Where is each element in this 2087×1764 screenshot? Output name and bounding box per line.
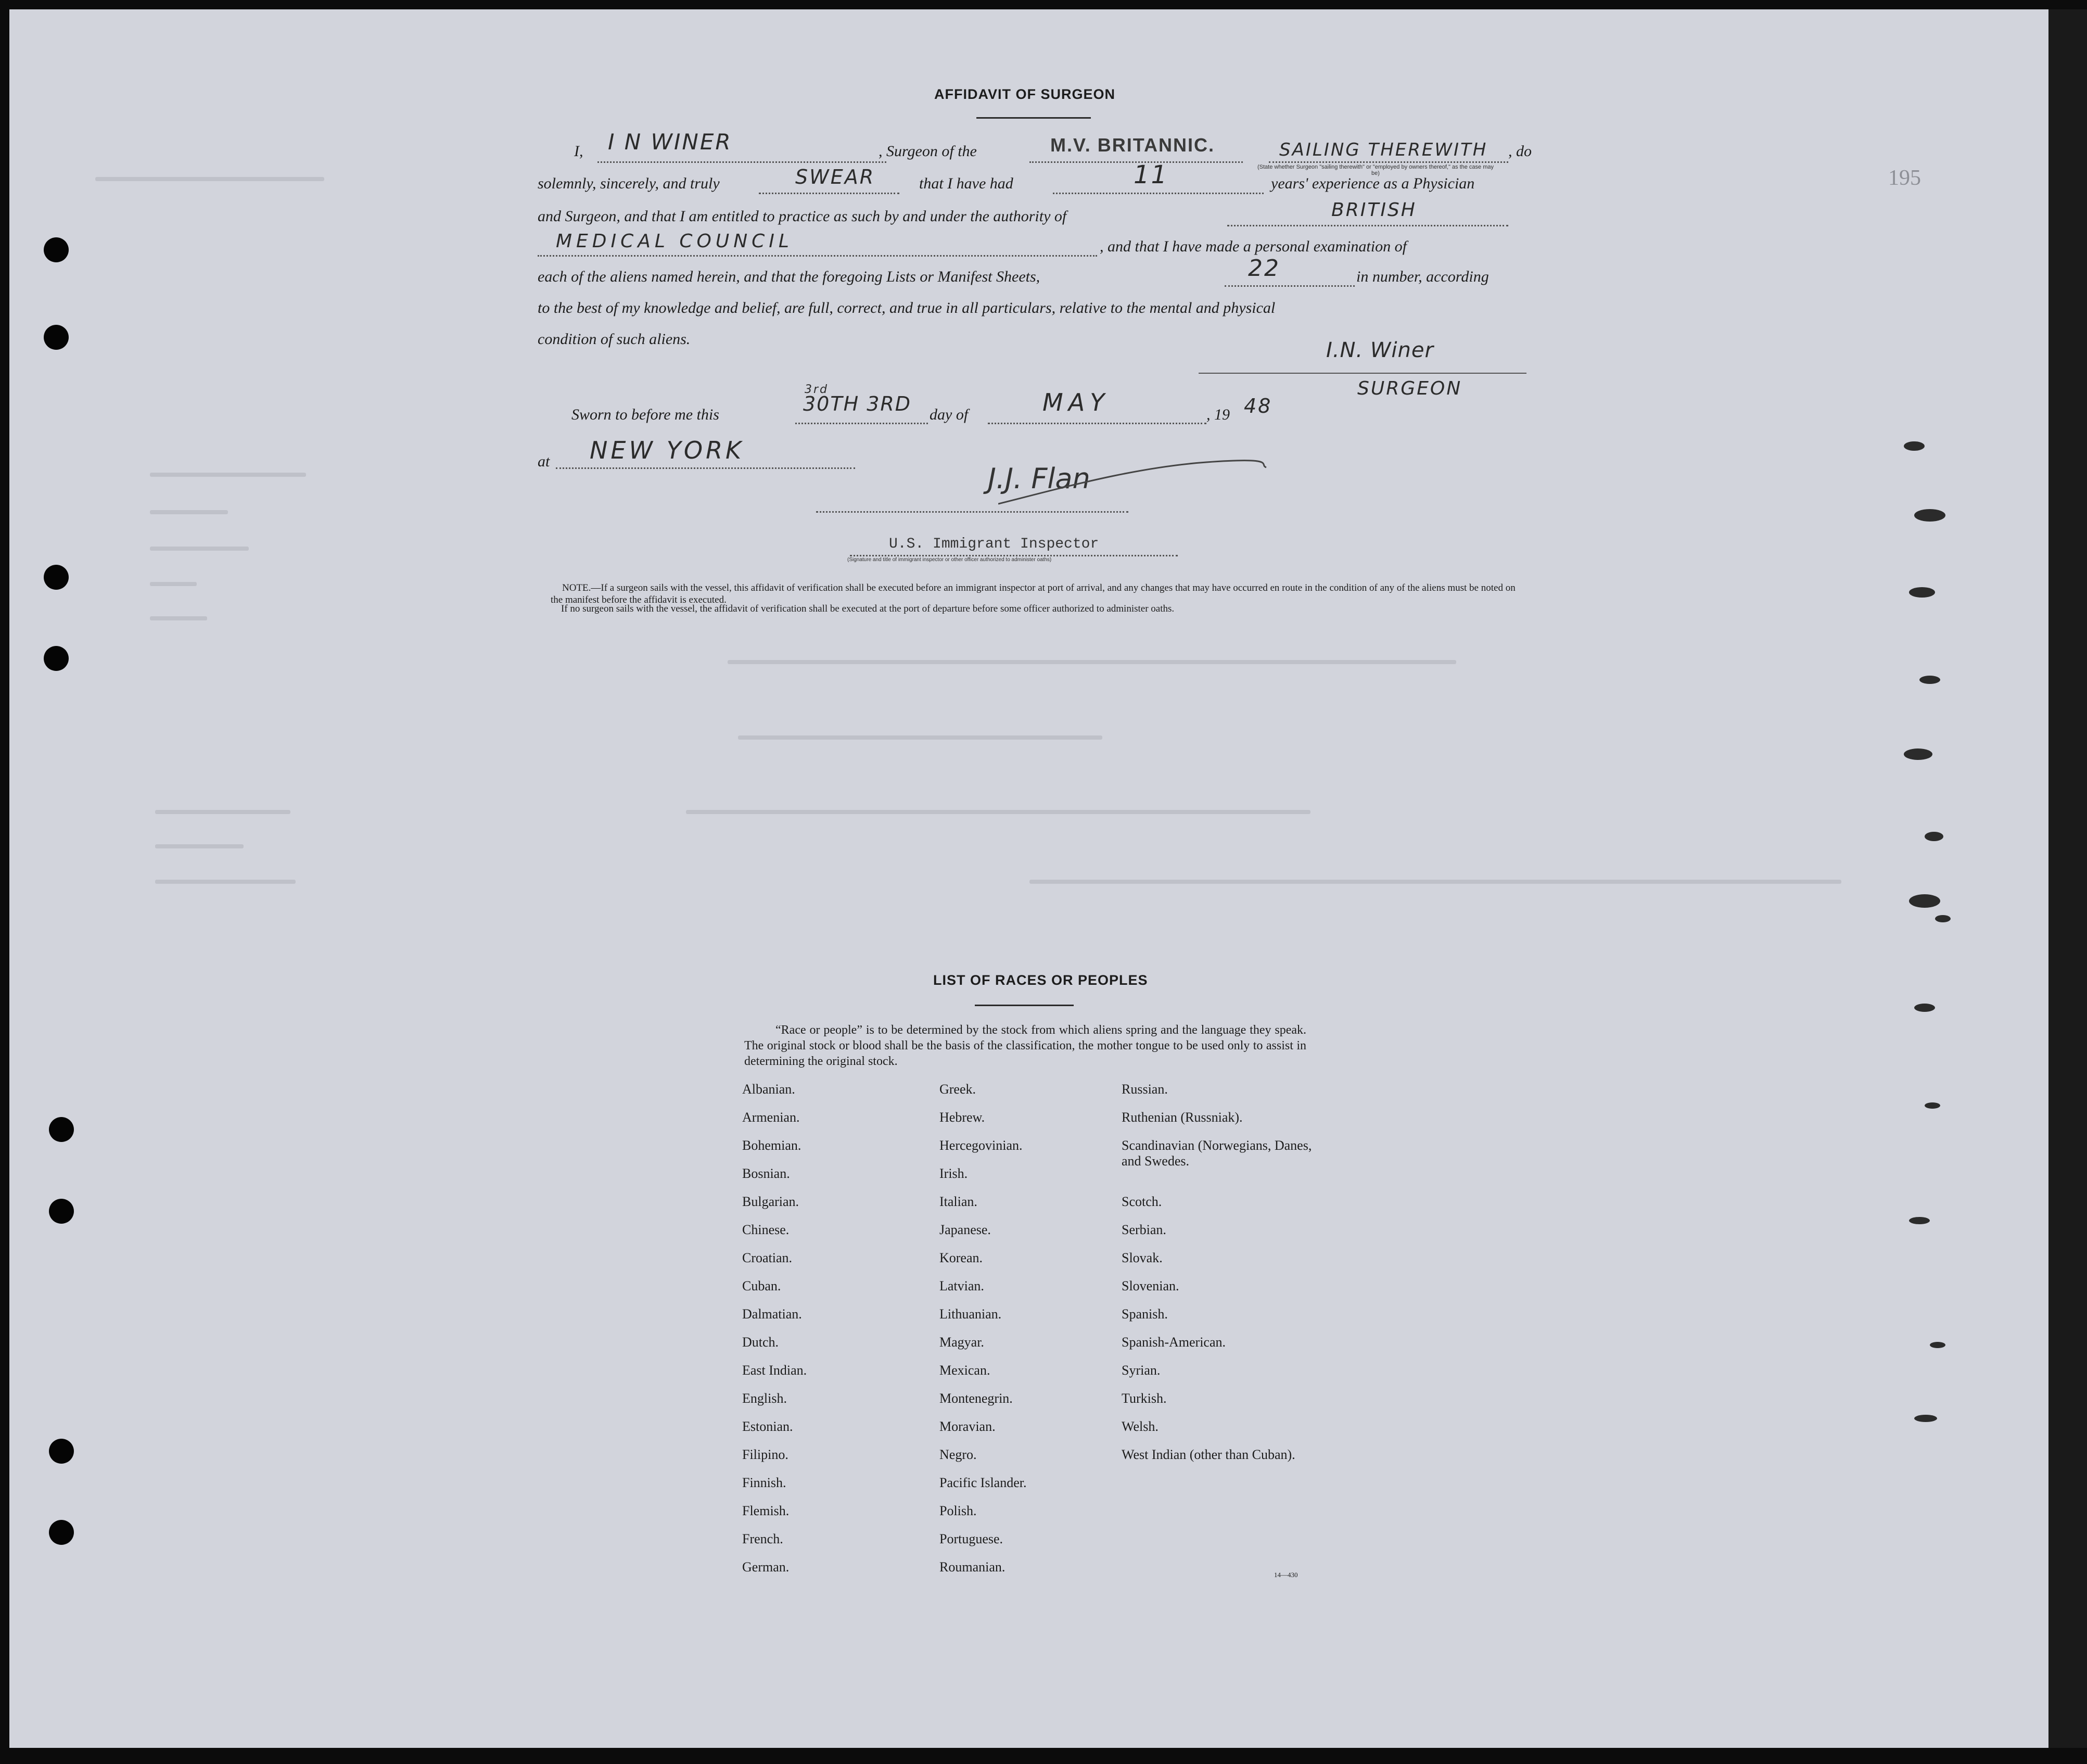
examination-label: , and that I have made a personal examination of — [1100, 238, 1407, 255]
race-item: Flemish. — [742, 1503, 790, 1518]
race-item: Portuguese. — [939, 1531, 1003, 1546]
inspector-title: U.S. Immigrant Inspector — [889, 536, 1099, 552]
ink-speckle — [1925, 832, 1943, 841]
inspector-hint: (Signature and title of immigrant inspector or other officer authorized to administer oaths) — [847, 557, 1052, 563]
race-item: Negro. — [939, 1447, 977, 1462]
sworn-place: NEW YORK — [590, 436, 745, 464]
race-item: Bohemian. — [742, 1138, 801, 1153]
bleed-through — [95, 177, 324, 181]
sailing-status: SAILING THEREWITH — [1279, 139, 1488, 160]
surgeon-signature: I.N. Winer — [1326, 338, 1434, 362]
race-item: German. — [742, 1559, 790, 1575]
race-item: Scotch. — [1122, 1194, 1162, 1209]
sheets-line — [1225, 285, 1355, 287]
ink-speckle — [1904, 748, 1932, 760]
knowledge-label: to the best of my knowledge and belief, are full, correct, and true in all particulars, relative to the mental and physical — [538, 299, 1276, 316]
race-item: Latvian. — [939, 1278, 984, 1293]
affidavit-i: I, — [574, 143, 583, 160]
bleed-through — [728, 660, 1456, 664]
ship-name: M.V. BRITANNIC. — [1050, 134, 1215, 156]
race-item: Finnish. — [742, 1475, 786, 1490]
binder-hole — [44, 565, 69, 590]
have-had-label: that I have had — [919, 175, 1013, 192]
sworn-day-line — [795, 423, 928, 424]
races-title: LIST OF RACES OR PEOPLES — [933, 972, 1148, 988]
race-item: Montenegrin. — [939, 1391, 1013, 1406]
signature-flourish — [998, 457, 1269, 509]
ink-speckle — [1930, 1342, 1945, 1348]
race-item: Spanish-American. — [1122, 1335, 1226, 1350]
race-item: Roumanian. — [939, 1559, 1006, 1575]
sworn-day-small: 3rd — [805, 383, 829, 396]
race-item: Mexican. — [939, 1363, 990, 1378]
affidavit-note-2 — [561, 603, 1529, 615]
race-item: Chinese. — [742, 1222, 790, 1237]
race-item: Serbian. — [1122, 1222, 1166, 1237]
races-title-underline — [975, 1005, 1074, 1006]
condition-label: condition of such aliens. — [538, 331, 691, 348]
years-line — [1053, 193, 1264, 194]
race-item: Magyar. — [939, 1335, 984, 1350]
race-item: Syrian. — [1122, 1363, 1161, 1378]
ink-speckle — [1935, 915, 1951, 922]
bleed-through — [155, 810, 290, 814]
race-item: Hebrew. — [939, 1110, 985, 1125]
bleed-through — [738, 735, 1102, 740]
ink-speckle — [1909, 587, 1935, 598]
inspector-line — [816, 511, 1128, 513]
race-item: Moravian. — [939, 1419, 996, 1434]
note-1-text: NOTE.—If a surgeon sails with the vessel, this affidavit of verification shall be executed before an immigrant inspector at port of arrival, and any changes that may have occurred en route in the condition of any of the aliens must be noted on the manifest before the affidavit is executed. — [551, 582, 1516, 605]
solemnly-label: solemnly, sincerely, and truly — [538, 175, 720, 192]
race-item: Slovak. — [1122, 1250, 1163, 1265]
binder-hole — [49, 1520, 74, 1545]
sheets-value: 22 — [1248, 255, 1280, 282]
oath-word: SWEAR — [795, 166, 875, 188]
surgeon-name-line — [597, 161, 886, 163]
binder-hole — [49, 1439, 74, 1464]
race-item: Irish. — [939, 1166, 968, 1181]
place-line — [556, 467, 855, 469]
race-item: Estonian. — [742, 1419, 793, 1434]
authority-value-1: BRITISH — [1331, 199, 1417, 221]
sailing-line — [1269, 161, 1508, 163]
signature-line — [1199, 373, 1526, 374]
year-value: 48 — [1244, 395, 1272, 417]
surgeon-title: SURGEON — [1357, 378, 1462, 399]
race-item: East Indian. — [742, 1363, 807, 1378]
race-item: Greek. — [939, 1082, 976, 1097]
binder-hole — [44, 646, 69, 671]
race-item: Albanian. — [742, 1082, 795, 1097]
bleed-through — [155, 880, 296, 884]
bleed-through — [686, 810, 1310, 814]
bleed-through — [155, 844, 244, 848]
races-intro: “Race or people” is to be determined by the stock from which aliens spring and the language they speak. The original stock or blood shall be the basis of the classification, the mother tongue to be used only to assist in determining the original stock. — [744, 1023, 1306, 1068]
race-item: Spanish. — [1122, 1306, 1168, 1322]
authority-value-2: MEDICAL COUNCIL — [556, 231, 793, 252]
years-exp-label: years' experience as a Physician — [1271, 175, 1475, 192]
bleed-through — [1029, 880, 1841, 884]
race-item: Japanese. — [939, 1222, 991, 1237]
race-item: English. — [742, 1391, 787, 1406]
bleed-through — [150, 616, 207, 620]
race-item: Bulgarian. — [742, 1194, 799, 1209]
race-item: Bosnian. — [742, 1166, 790, 1181]
oath-line — [759, 193, 899, 194]
ink-speckle — [1904, 441, 1925, 451]
manifest-page — [9, 9, 2048, 1748]
ink-speckle — [1919, 676, 1940, 684]
race-item: Lithuanian. — [939, 1306, 1002, 1322]
bleed-through — [150, 582, 197, 586]
race-item: West Indian (other than Cuban). — [1122, 1447, 1295, 1462]
race-item: Filipino. — [742, 1447, 788, 1462]
race-item: Korean. — [939, 1250, 983, 1265]
ink-speckle — [1909, 1217, 1930, 1224]
bleed-through — [150, 547, 249, 551]
ink-speckle — [1914, 1004, 1935, 1012]
sailing-hint: (State whether Surgeon "sailing therewith" or "employed by owners thereof," as the case may be) — [1257, 164, 1494, 176]
inspector-title-line — [850, 555, 1178, 556]
affidavit-title: AFFIDAVIT OF SURGEON — [934, 86, 1115, 102]
race-item: Croatian. — [742, 1250, 793, 1265]
title-underline — [976, 117, 1091, 119]
race-item: Scandinavian (Norwegians, Danes, and Swedes. — [1122, 1138, 1312, 1169]
note-2-text: If no surgeon sails with the vessel, the affidavit of verification shall be executed at the port of departure before some officer authorized to administer oaths. — [561, 603, 1175, 614]
authority-line-1 — [1227, 225, 1508, 226]
race-item: Dalmatian. — [742, 1306, 802, 1322]
surgeon-of-label: , Surgeon of the — [879, 143, 977, 160]
bleed-through — [150, 510, 228, 514]
sworn-label: Sworn to before me this — [571, 406, 719, 423]
form-code: 14—430 — [1274, 1571, 1298, 1579]
binder-hole — [49, 1117, 74, 1142]
ink-speckle — [1914, 1415, 1937, 1422]
race-item: Welsh. — [1122, 1419, 1159, 1434]
manifest-sheets-label: each of the aliens named herein, and that the foregoing Lists or Manifest Sheets, — [538, 268, 1040, 285]
sworn-day: 30TH 3RD — [803, 392, 912, 415]
race-item: Polish. — [939, 1503, 977, 1518]
authority-line-2 — [538, 255, 1097, 257]
year-label: , 19 — [1206, 406, 1230, 423]
month-line — [988, 423, 1206, 424]
binder-hole — [49, 1199, 74, 1224]
race-item: Russian. — [1122, 1082, 1168, 1097]
race-item: Hercegovinian. — [939, 1138, 1023, 1153]
race-item: Italian. — [939, 1194, 977, 1209]
race-item: Dutch. — [742, 1335, 779, 1350]
binder-hole — [44, 325, 69, 350]
do-label: , do — [1508, 143, 1532, 160]
page-number: 195 — [1888, 166, 1921, 190]
race-item: Ruthenian (Russniak). — [1122, 1110, 1243, 1125]
race-item: Turkish. — [1122, 1391, 1167, 1406]
bleed-through — [150, 473, 306, 477]
day-of-label: day of — [930, 406, 969, 423]
sworn-month: MAY — [1042, 388, 1110, 416]
surgeon-name: I N WINER — [608, 129, 732, 155]
race-item: Pacific Islander. — [939, 1475, 1027, 1490]
inspector-signature: J.J. Flan — [988, 462, 1090, 495]
authority-label: and Surgeon, and that I am entitled to practice as such by and under the authority of — [538, 208, 1067, 225]
page-edge — [2048, 9, 2087, 1748]
race-item: Armenian. — [742, 1110, 800, 1125]
ink-speckle — [1925, 1102, 1940, 1109]
ink-speckle — [1914, 509, 1945, 522]
in-number-label: in number, according — [1356, 268, 1489, 285]
race-item: Slovenian. — [1122, 1278, 1179, 1293]
race-item: French. — [742, 1531, 783, 1546]
ink-speckle — [1909, 894, 1940, 908]
binder-hole — [44, 237, 69, 262]
at-label: at — [538, 453, 550, 470]
race-item: Cuban. — [742, 1278, 781, 1293]
years-value: 11 — [1134, 160, 1169, 189]
